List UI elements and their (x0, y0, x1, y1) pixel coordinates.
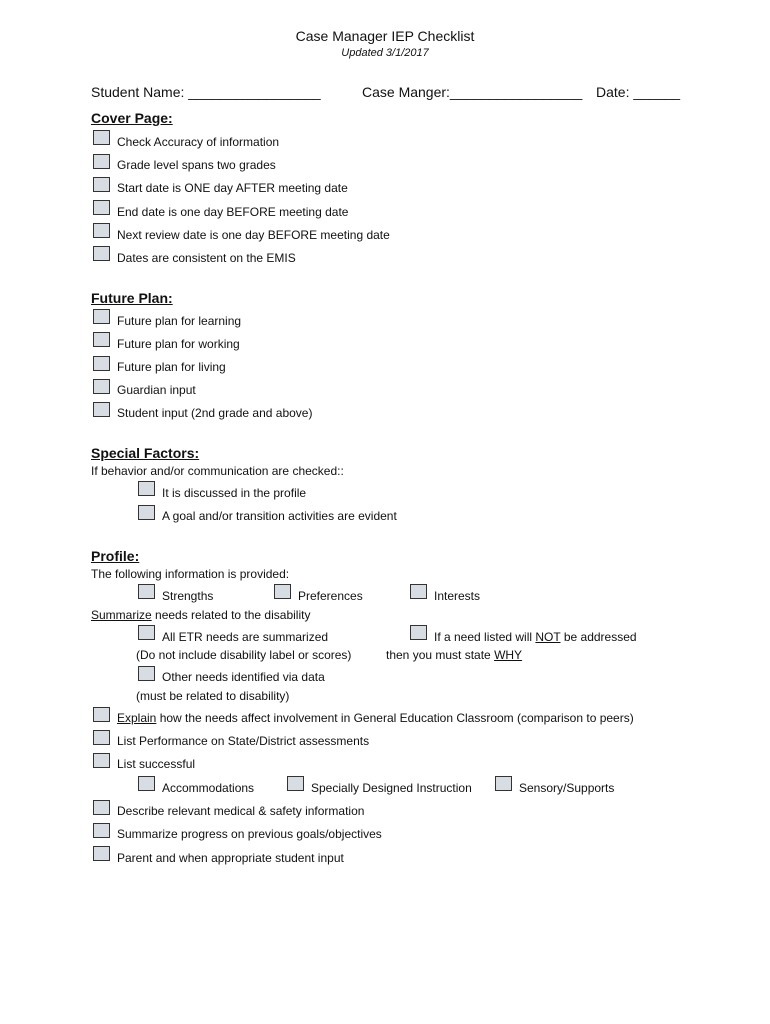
special-factors-intro: If behavior and/or communication are checked:: (91, 464, 344, 478)
document-title: Case Manager IEP Checklist (295, 28, 475, 44)
item-interests: Interests (434, 589, 481, 603)
need-why-note (386, 648, 522, 662)
item-progress-goals: Summarize progress on previous goals/objectives (117, 827, 382, 841)
checkbox-parent-input[interactable] (93, 846, 110, 861)
etr-note: (Do not include disability label or scores) (136, 648, 352, 662)
checkbox-check-accuracy[interactable] (93, 130, 110, 145)
profile-heading: Profile: (91, 548, 140, 564)
checkbox-guardian-input[interactable] (93, 379, 110, 394)
checkbox-future-working[interactable] (93, 332, 110, 347)
summarize-rest: needs related to the disability (151, 608, 311, 622)
summarize-word: Summarize (91, 608, 152, 622)
checkbox-other-needs[interactable] (138, 666, 155, 681)
item-future-learning: Future plan for learning (117, 314, 242, 328)
item-list-successful: List successful (117, 757, 196, 771)
need2-pre: then you must state (386, 648, 495, 662)
checkbox-goal-transition[interactable] (138, 505, 155, 520)
item-discussed-profile: It is discussed in the profile (162, 486, 307, 500)
need-not: NOT (535, 630, 561, 644)
item-grade-level: Grade level spans two grades (117, 158, 276, 172)
item-future-working: Future plan for working (117, 337, 240, 351)
checkbox-medical-safety[interactable] (93, 800, 110, 815)
checkbox-explain-needs[interactable] (93, 707, 110, 722)
item-etr-needs: All ETR needs are summarized (162, 630, 329, 644)
special-factors-heading: Special Factors: (91, 445, 200, 461)
item-future-living: Future plan for living (117, 360, 226, 374)
updated-date: Updated 3/1/2017 (341, 47, 429, 59)
checkbox-need-not-addressed[interactable] (410, 625, 427, 640)
case-manager-field[interactable]: Case Manger:_________________ (362, 84, 583, 100)
item-start-date: Start date is ONE day AFTER meeting date (117, 181, 348, 195)
item-dates-emis: Dates are consistent on the EMIS (117, 251, 296, 265)
explain-rest: how the needs affect involvement in General Education Classroom (comparison to peers) (156, 711, 634, 725)
cover-page-heading: Cover Page: (91, 110, 173, 126)
checkbox-preferences[interactable] (274, 584, 291, 599)
checkbox-list-successful[interactable] (93, 753, 110, 768)
checkbox-interests[interactable] (410, 584, 427, 599)
checkbox-dates-emis[interactable] (93, 246, 110, 261)
checkbox-grade-level[interactable] (93, 154, 110, 169)
checkbox-student-input[interactable] (93, 402, 110, 417)
date-field[interactable]: Date: ______ (596, 84, 681, 100)
profile-intro: The following information is provided: (91, 567, 290, 581)
checkbox-start-date[interactable] (93, 177, 110, 192)
checkbox-etr-needs[interactable] (138, 625, 155, 640)
item-performance: List Performance on State/District assessments (117, 734, 370, 748)
item-check-accuracy: Check Accuracy of information (117, 135, 280, 149)
item-next-review: Next review date is one day BEFORE meeting date (117, 228, 390, 242)
item-parent-input: Parent and when appropriate student input (117, 851, 344, 865)
need-post: be addressed (560, 630, 637, 644)
item-goal-transition: A goal and/or transition activities are evident (162, 509, 397, 523)
item-end-date: End date is one day BEFORE meeting date (117, 205, 349, 219)
item-guardian-input: Guardian input (117, 383, 196, 397)
checkbox-future-living[interactable] (93, 356, 110, 371)
item-sensory-supports: Sensory/Supports (519, 781, 615, 795)
item-specially-designed: Specially Designed Instruction (311, 781, 472, 795)
future-plan-heading: Future Plan: (91, 290, 173, 306)
summarize-needs-line (91, 608, 310, 622)
student-name-field[interactable]: Student Name: _________________ (91, 84, 321, 100)
item-accommodations: Accommodations (162, 781, 255, 795)
checkbox-discussed-profile[interactable] (138, 481, 155, 496)
checkbox-progress-goals[interactable] (93, 823, 110, 838)
checkbox-sensory-supports[interactable] (495, 776, 512, 791)
item-explain-needs (117, 711, 634, 725)
need-pre: If a need listed will (434, 630, 536, 644)
item-strengths: Strengths (162, 589, 214, 603)
other-needs-note: (must be related to disability) (136, 689, 290, 703)
item-preferences: Preferences (298, 589, 363, 603)
item-need-not-addressed (434, 630, 637, 644)
checkbox-future-learning[interactable] (93, 309, 110, 324)
checkbox-specially-designed[interactable] (287, 776, 304, 791)
item-other-needs: Other needs identified via data (162, 670, 325, 684)
item-student-input: Student input (2nd grade and above) (117, 406, 313, 420)
checkbox-end-date[interactable] (93, 200, 110, 215)
item-medical-safety: Describe relevant medical & safety information (117, 804, 365, 818)
checkbox-accommodations[interactable] (138, 776, 155, 791)
checkbox-performance[interactable] (93, 730, 110, 745)
need2-why: WHY (494, 648, 523, 662)
explain-word: Explain (117, 711, 157, 725)
checkbox-next-review[interactable] (93, 223, 110, 238)
checkbox-strengths[interactable] (138, 584, 155, 599)
